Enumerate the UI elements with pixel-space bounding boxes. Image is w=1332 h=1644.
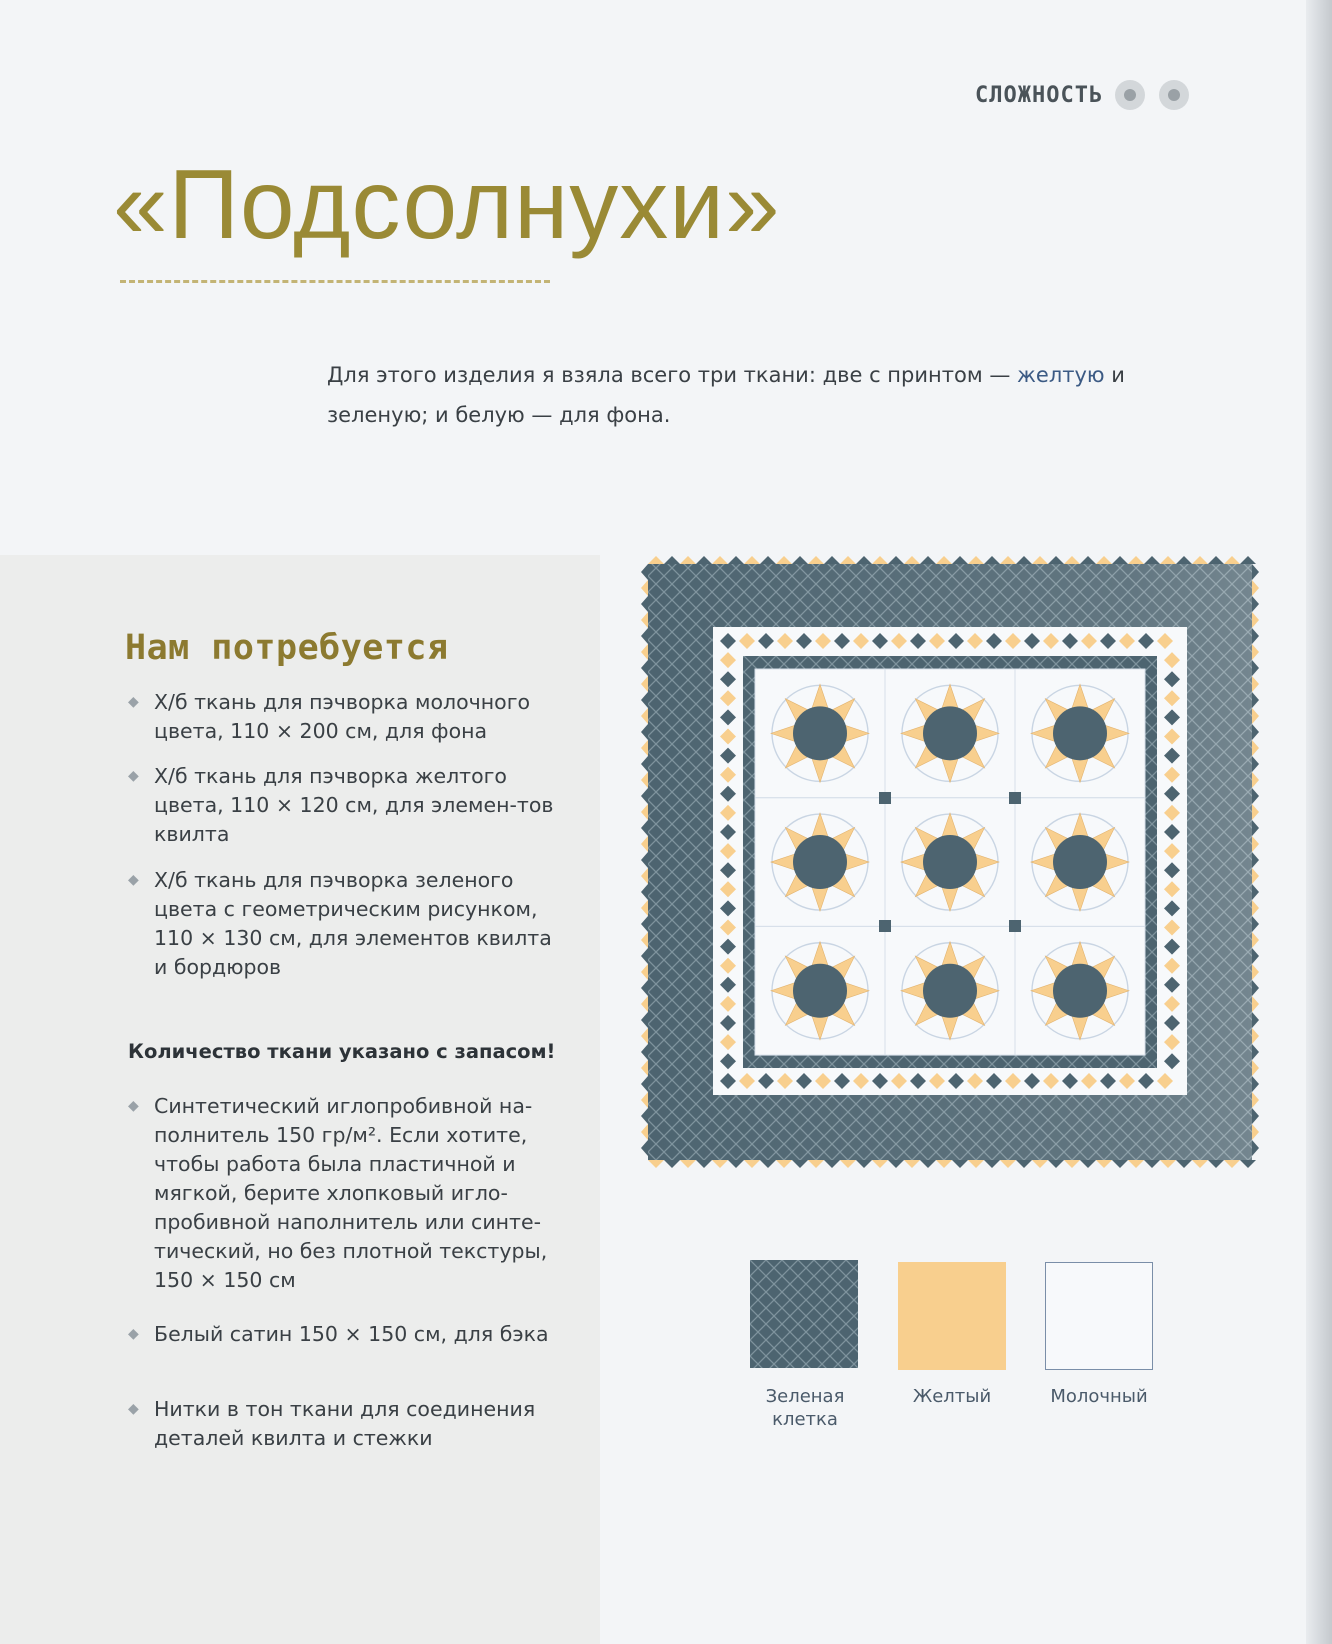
edge-triangle xyxy=(936,1160,952,1168)
edge-triangle xyxy=(1048,556,1064,564)
bullet-icon: ◆ xyxy=(128,768,139,784)
edge-triangle xyxy=(1252,644,1259,660)
edge-triangle xyxy=(840,556,856,564)
edge-triangle xyxy=(712,1160,728,1168)
page-edge xyxy=(1306,0,1332,1644)
edge-triangle xyxy=(728,1160,744,1168)
edge-triangle xyxy=(744,556,760,564)
swatch-label: Молочный xyxy=(1050,1386,1148,1407)
edge-triangle xyxy=(1160,556,1176,564)
edge-triangle xyxy=(1064,1160,1080,1168)
edge-triangle xyxy=(1252,916,1259,932)
edge-triangle xyxy=(1032,556,1048,564)
edge-triangle xyxy=(696,556,712,564)
edge-triangle xyxy=(760,1160,776,1168)
materials-item-text: Х/б ткань для пэчворка зеленого цвета с геометрическим рисунком, 110 × 130 см, для элементов квилта и бордюров xyxy=(154,868,552,979)
edge-triangle xyxy=(1112,556,1128,564)
cornerstone xyxy=(1009,920,1021,932)
edge-triangle xyxy=(641,1060,648,1076)
sunflower-center xyxy=(1053,835,1107,889)
edge-triangle xyxy=(1252,964,1259,980)
edge-triangle xyxy=(641,1092,648,1108)
title-divider xyxy=(120,280,550,283)
edge-triangle xyxy=(641,708,648,724)
difficulty-indicator xyxy=(975,78,1191,112)
edge-triangle xyxy=(648,556,664,564)
sunflower-blocks xyxy=(755,669,1145,1055)
edge-triangle xyxy=(1252,852,1259,868)
swatch-yellow xyxy=(898,1262,1006,1370)
edge-triangle xyxy=(904,556,920,564)
edge-triangle xyxy=(664,1160,680,1168)
bullet-icon: ◆ xyxy=(128,1326,139,1342)
edge-triangle xyxy=(968,1160,984,1168)
sunflower-center xyxy=(1053,706,1107,760)
edge-triangle xyxy=(776,556,792,564)
edge-triangle xyxy=(888,556,904,564)
materials-item-text: Белый сатин 150 × 150 см, для бэка xyxy=(154,1322,549,1346)
edge-triangle xyxy=(641,692,648,708)
bullet-icon: ◆ xyxy=(128,694,139,710)
edge-triangle xyxy=(952,1160,968,1168)
edge-triangle xyxy=(1144,1160,1160,1168)
edge-triangle xyxy=(1096,1160,1112,1168)
edge-triangle xyxy=(904,1160,920,1168)
edge-triangle xyxy=(1252,1028,1259,1044)
edge-triangle xyxy=(920,1160,936,1168)
sunflower-icon xyxy=(1113,78,1147,112)
edge-triangle xyxy=(1252,1124,1259,1140)
edge-triangle xyxy=(641,980,648,996)
edge-triangle xyxy=(641,788,648,804)
sunflower-icon xyxy=(1157,78,1191,112)
quilt-illustration xyxy=(640,552,1260,1172)
edge-triangle xyxy=(1016,1160,1032,1168)
cornerstone xyxy=(879,792,891,804)
edge-triangle xyxy=(641,1108,648,1124)
edge-triangle xyxy=(760,556,776,564)
edge-triangle xyxy=(641,660,648,676)
edge-triangle xyxy=(856,556,872,564)
edge-triangle xyxy=(1252,692,1259,708)
edge-triangle xyxy=(1160,1160,1176,1168)
intro-part1: Для этого изделия я взяла всего три ткани: две с принтом — xyxy=(327,363,1018,387)
sunflower-center xyxy=(923,835,977,889)
edge-triangle xyxy=(641,1124,648,1140)
edge-triangle xyxy=(1048,1160,1064,1168)
intro-part2: и зеленую; и белую — для фона. xyxy=(327,363,1125,427)
edge-triangle xyxy=(1240,556,1256,564)
edge-triangle xyxy=(1252,1060,1259,1076)
edge-triangle xyxy=(1252,1140,1259,1156)
edge-triangle xyxy=(641,1028,648,1044)
edge-triangle xyxy=(1176,556,1192,564)
materials-item-text: Синтетический иглопробивной на-полнитель 150 гр/м². Если хотите, чтобы работа была пластичной и мягкой, берите хлопковый игло-пробивной наполнитель или синте-тический, но без плотной текстуры, 150 × 150 см xyxy=(154,1094,548,1292)
edge-triangle xyxy=(648,1160,664,1168)
materials-item-text: Нитки в тон ткани для соединения деталей квилта и стежки xyxy=(154,1397,536,1450)
edge-triangle xyxy=(1252,628,1259,644)
edge-triangle xyxy=(1252,1092,1259,1108)
swatch-label: Зеленая клетка xyxy=(765,1386,845,1430)
bullet-icon: ◆ xyxy=(128,1098,139,1114)
edge-triangle xyxy=(936,556,952,564)
edge-triangle xyxy=(1252,996,1259,1012)
edge-triangle xyxy=(1252,820,1259,836)
materials-item xyxy=(128,1320,568,1349)
sunflower-center xyxy=(793,706,847,760)
edge-triangle xyxy=(1252,836,1259,852)
edge-triangle xyxy=(872,1160,888,1168)
edge-triangle xyxy=(641,804,648,820)
bullet-icon: ◆ xyxy=(128,872,139,888)
edge-triangle xyxy=(1080,556,1096,564)
edge-triangle xyxy=(1032,1160,1048,1168)
materials-item xyxy=(128,762,568,849)
materials-item-text: Х/б ткань для пэчворка желтого цвета, 110 × 120 см, для элемен-тов квилта xyxy=(154,764,554,846)
edge-triangle xyxy=(641,964,648,980)
edge-triangle xyxy=(776,1160,792,1168)
materials-item-text: Х/б ткань для пэчворка молочного цвета, 110 × 200 см, для фона xyxy=(154,690,531,743)
sunflower-center xyxy=(793,835,847,889)
edge-triangle xyxy=(888,1160,904,1168)
edge-triangle xyxy=(1000,556,1016,564)
edge-triangle xyxy=(1252,660,1259,676)
edge-triangle xyxy=(1208,556,1224,564)
edge-triangle xyxy=(1252,724,1259,740)
edge-triangle xyxy=(641,900,648,916)
edge-triangle xyxy=(984,556,1000,564)
edge-triangle xyxy=(641,772,648,788)
edge-triangle xyxy=(808,1160,824,1168)
edge-triangle xyxy=(641,820,648,836)
edge-triangle xyxy=(641,1076,648,1092)
intro-highlight: желтую xyxy=(1017,363,1105,387)
materials-heading: Нам потребуется xyxy=(125,628,449,668)
edge-triangle xyxy=(1080,1160,1096,1168)
materials-item xyxy=(128,866,568,982)
edge-triangle xyxy=(641,644,648,660)
edge-triangle xyxy=(1224,1160,1240,1168)
page-title: «Подсолнухи» xyxy=(113,149,781,259)
edge-triangle xyxy=(1252,900,1259,916)
edge-triangle xyxy=(1252,580,1259,596)
quantity-note: Количество ткани указано с запасом! xyxy=(128,1040,556,1063)
edge-triangle xyxy=(1252,1108,1259,1124)
edge-triangle xyxy=(641,580,648,596)
edge-triangle xyxy=(1064,556,1080,564)
edge-triangle xyxy=(641,932,648,948)
edge-triangle xyxy=(1208,1160,1224,1168)
edge-triangle xyxy=(1000,1160,1016,1168)
edge-triangle xyxy=(856,1160,872,1168)
edge-triangle xyxy=(641,836,648,852)
edge-triangle xyxy=(872,556,888,564)
edge-triangle xyxy=(696,1160,712,1168)
edge-triangle xyxy=(792,556,808,564)
edge-triangle xyxy=(1016,556,1032,564)
edge-triangle xyxy=(1252,612,1259,628)
edge-triangle xyxy=(1252,564,1259,580)
edge-triangle xyxy=(641,948,648,964)
swatch-milk xyxy=(1045,1262,1153,1370)
edge-triangle xyxy=(641,1044,648,1060)
edge-triangle xyxy=(968,556,984,564)
edge-triangle xyxy=(1252,596,1259,612)
edge-triangle xyxy=(1240,1160,1256,1168)
edge-triangle xyxy=(641,756,648,772)
edge-triangle xyxy=(641,740,648,756)
materials-item xyxy=(128,1395,568,1453)
intro-text xyxy=(327,355,1207,435)
edge-triangle xyxy=(1252,788,1259,804)
edge-triangle xyxy=(1144,556,1160,564)
edge-triangle xyxy=(1252,676,1259,692)
edge-triangle xyxy=(641,676,648,692)
sunflower-center xyxy=(923,706,977,760)
edge-triangle xyxy=(1252,708,1259,724)
edge-triangle xyxy=(664,556,680,564)
edge-triangle xyxy=(1252,1044,1259,1060)
edge-triangle xyxy=(1096,556,1112,564)
swatch-green-plaid xyxy=(750,1260,858,1368)
edge-triangle xyxy=(1252,1012,1259,1028)
edge-triangle xyxy=(840,1160,856,1168)
edge-triangle xyxy=(1112,1160,1128,1168)
edge-triangle xyxy=(744,1160,760,1168)
materials-item xyxy=(128,1092,568,1295)
edge-triangle xyxy=(1252,884,1259,900)
edge-triangle xyxy=(641,884,648,900)
edge-triangle xyxy=(1128,556,1144,564)
edge-triangle xyxy=(1252,932,1259,948)
edge-triangle xyxy=(1192,1160,1208,1168)
edge-triangle xyxy=(808,556,824,564)
edge-triangle xyxy=(1176,1160,1192,1168)
sunflower-center xyxy=(793,964,847,1018)
swatch-label: Желтый xyxy=(912,1386,992,1407)
edge-triangle xyxy=(1252,980,1259,996)
edge-triangle xyxy=(641,628,648,644)
edge-triangle xyxy=(641,996,648,1012)
edge-triangle xyxy=(641,564,648,580)
cornerstone xyxy=(879,920,891,932)
edge-triangle xyxy=(920,556,936,564)
difficulty-label: СЛОЖНОСТЬ xyxy=(975,82,1104,108)
edge-triangle xyxy=(792,1160,808,1168)
edge-triangle xyxy=(1252,772,1259,788)
edge-triangle xyxy=(680,1160,696,1168)
edge-triangle xyxy=(952,556,968,564)
edge-triangle xyxy=(1252,804,1259,820)
edge-triangle xyxy=(641,1012,648,1028)
edge-triangle xyxy=(641,596,648,612)
edge-triangle xyxy=(680,556,696,564)
edge-triangle xyxy=(641,868,648,884)
edge-triangle xyxy=(712,556,728,564)
edge-triangle xyxy=(641,1140,648,1156)
edge-triangle xyxy=(641,916,648,932)
quilt-svg xyxy=(640,552,1260,1172)
edge-triangle xyxy=(984,1160,1000,1168)
materials-item xyxy=(128,688,568,746)
sunflower-center xyxy=(1053,964,1107,1018)
edge-triangle xyxy=(1252,756,1259,772)
bullet-icon: ◆ xyxy=(128,1401,139,1417)
edge-triangle xyxy=(1224,556,1240,564)
sunflower-center xyxy=(923,964,977,1018)
cornerstone xyxy=(1009,792,1021,804)
edge-triangle xyxy=(641,724,648,740)
edge-triangle xyxy=(824,1160,840,1168)
edge-triangle xyxy=(1252,868,1259,884)
edge-triangle xyxy=(1128,1160,1144,1168)
edge-triangle xyxy=(641,612,648,628)
edge-triangle xyxy=(728,556,744,564)
edge-triangle xyxy=(641,852,648,868)
edge-triangle xyxy=(1252,740,1259,756)
edge-triangle xyxy=(1192,556,1208,564)
edge-triangle xyxy=(824,556,840,564)
edge-triangle xyxy=(1252,948,1259,964)
edge-triangle xyxy=(1252,1076,1259,1092)
